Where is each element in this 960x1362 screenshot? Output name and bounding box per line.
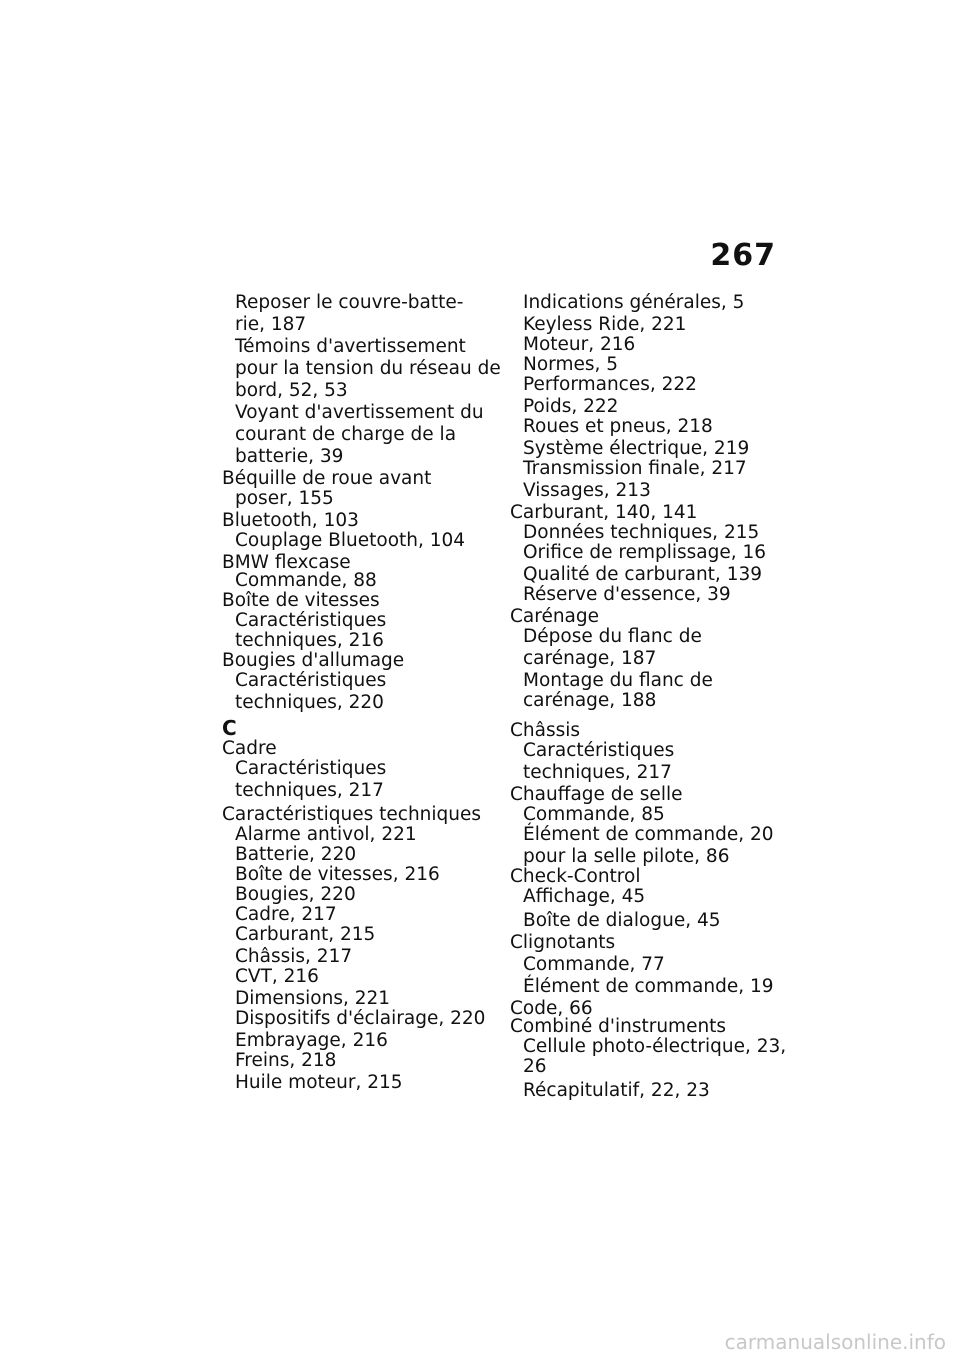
index-subentry: Huile moteur, 215 — [235, 1072, 403, 1093]
index-subentry: poser, 155 — [235, 488, 334, 509]
index-subentry: Châssis, 217 — [235, 946, 353, 967]
index-entry: Bluetooth, 103 — [222, 510, 359, 531]
index-subentry: techniques, 220 — [235, 692, 384, 713]
index-subentry: Caractéristiques — [523, 740, 675, 761]
index-subentry: Freins, 218 — [235, 1050, 337, 1071]
index-section-heading: C — [222, 716, 237, 740]
index-subentry: techniques, 216 — [235, 630, 384, 651]
index-subentry: Élément de commande, 20 — [523, 824, 774, 845]
index-subentry: Cadre, 217 — [235, 904, 337, 925]
index-subentry: Reposer le couvre-batte- — [235, 292, 464, 313]
index-entry: Châssis — [510, 720, 581, 741]
index-entry: Boîte de vitesses — [222, 590, 380, 611]
index-subentry: Réserve d'essence, 39 — [523, 584, 731, 605]
index-subentry: Commande, 88 — [235, 570, 377, 591]
index-subentry: carénage, 187 — [523, 648, 657, 669]
index-subentry: Voyant d'avertissement du — [235, 402, 484, 423]
index-subentry: Affichage, 45 — [523, 886, 646, 907]
index-subentry: pour la selle pilote, 86 — [523, 846, 730, 867]
index-subentry: bord, 52, 53 — [235, 380, 348, 401]
index-subentry: Dépose du flanc de — [523, 626, 702, 647]
index-subentry: Indications générales, 5 — [523, 292, 745, 313]
index-subentry: pour la tension du réseau de — [235, 358, 501, 379]
index-subentry: Poids, 222 — [523, 396, 619, 417]
index-subentry: Dispositifs d'éclairage, 220 — [235, 1008, 486, 1029]
index-subentry: techniques, 217 — [523, 762, 672, 783]
index-subentry: Montage du flanc de — [523, 670, 713, 691]
index-subentry: Orifice de remplissage, 16 — [523, 542, 767, 563]
index-entry: Béquille de roue avant — [222, 468, 432, 489]
index-entry: Bougies d'allumage — [222, 650, 405, 671]
index-subentry: Dimensions, 221 — [235, 988, 391, 1009]
index-subentry: Vissages, 213 — [523, 480, 651, 501]
index-subentry: Qualité de carburant, 139 — [523, 564, 763, 585]
index-subentry: Bougies, 220 — [235, 884, 356, 905]
index-subentry: Boîte de dialogue, 45 — [523, 910, 721, 931]
index-subentry: Transmission finale, 217 — [523, 458, 747, 479]
index-entry: Code, 66 — [510, 998, 593, 1019]
index-entry: Chauffage de selle — [510, 784, 683, 805]
index-subentry: Commande, 85 — [523, 804, 665, 825]
index-entry: Carburant, 140, 141 — [510, 502, 698, 523]
index-subentry: Boîte de vitesses, 216 — [235, 864, 440, 885]
index-subentry: techniques, 217 — [235, 780, 384, 801]
index-subentry: Récapitulatif, 22, 23 — [523, 1080, 710, 1101]
index-subentry: Performances, 222 — [523, 374, 697, 395]
index-subentry: 26 — [523, 1056, 547, 1077]
index-subentry: Données techniques, 215 — [523, 522, 760, 543]
index-subentry: Keyless Ride, 221 — [523, 314, 687, 335]
index-subentry: Alarme antivol, 221 — [235, 824, 417, 845]
index-subentry: Carburant, 215 — [235, 924, 376, 945]
index-subentry: Embrayage, 216 — [235, 1030, 388, 1051]
index-subentry: Caractéristiques — [235, 610, 387, 631]
watermark: carmanualsonline.info — [724, 1330, 946, 1354]
index-subentry: Caractéristiques — [235, 758, 387, 779]
index-entry: Cadre — [222, 738, 277, 759]
index-subentry: Élément de commande, 19 — [523, 976, 774, 997]
index-subentry: Normes, 5 — [523, 354, 619, 375]
index-subentry: Roues et pneus, 218 — [523, 416, 713, 437]
index-subentry: carénage, 188 — [523, 690, 657, 711]
index-subentry: Caractéristiques — [235, 670, 387, 691]
index-subentry: batterie, 39 — [235, 446, 344, 467]
index-entry: Carénage — [510, 606, 600, 627]
index-subentry: rie, 187 — [235, 314, 307, 335]
index-entry: BMW flexcase — [222, 552, 351, 573]
index-subentry: Témoins d'avertissement — [235, 336, 466, 357]
index-subentry: courant de charge de la — [235, 424, 457, 445]
index-entry: Clignotants — [510, 932, 616, 953]
page-number: 267 — [710, 238, 776, 273]
index-entry: Caractéristiques techniques — [222, 804, 482, 825]
index-entry: Check-Control — [510, 866, 641, 887]
index-subentry: Système électrique, 219 — [523, 438, 750, 459]
index-subentry: Couplage Bluetooth, 104 — [235, 530, 466, 551]
index-subentry: Cellule photo-électrique, 23, — [523, 1036, 787, 1057]
index-entry: Combiné d'instruments — [510, 1016, 727, 1037]
index-subentry: CVT, 216 — [235, 966, 319, 987]
index-subentry: Batterie, 220 — [235, 844, 357, 865]
index-subentry: Moteur, 216 — [523, 334, 636, 355]
index-subentry: Commande, 77 — [523, 954, 665, 975]
